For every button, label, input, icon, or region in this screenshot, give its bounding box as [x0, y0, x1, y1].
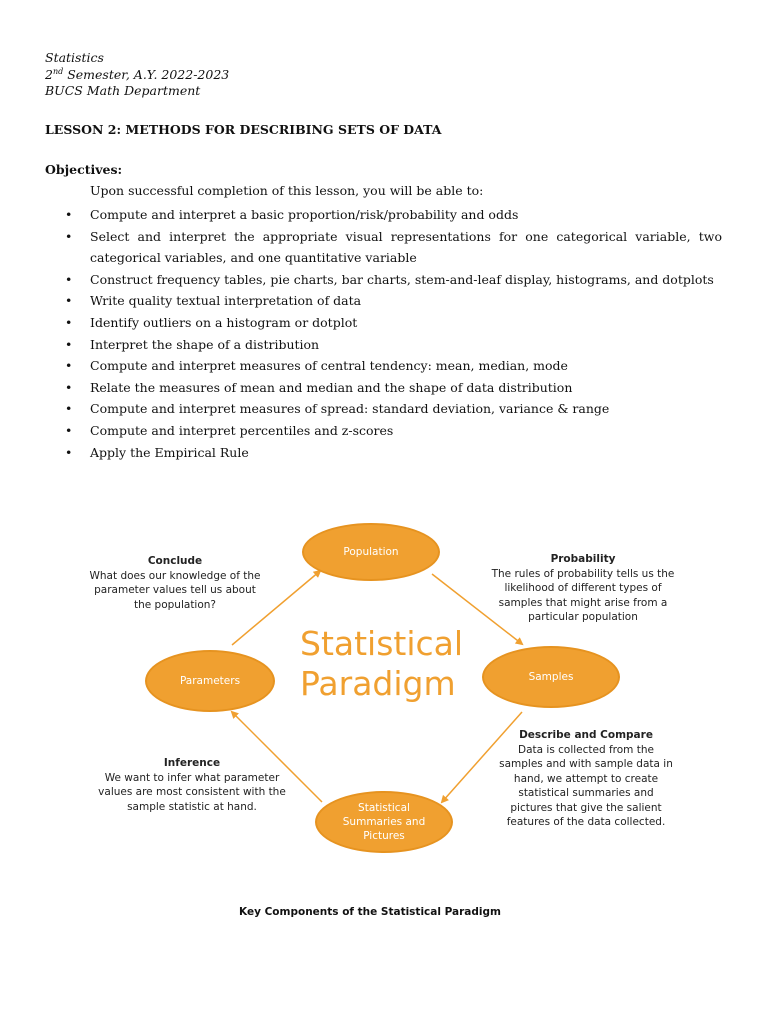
department-name: BUCS Math Department: [45, 83, 201, 98]
describe-text: Data is collected from the samples and with sample data in hand, we attempt to create statistical summaries and pictures that give the salient features of the data collected.: [499, 743, 673, 828]
objective-item: [45, 355, 722, 377]
objective-text: Compute and interpret measures of central tendency: mean, median, mode: [90, 358, 568, 374]
probability-title: Probability: [550, 553, 616, 565]
diagram-title-line1: Statistical: [300, 624, 464, 663]
describe-title: Describe and Compare: [519, 729, 653, 741]
bullet-icon: •: [65, 379, 73, 395]
objective-text: Write quality textual interpretation of data: [90, 293, 362, 309]
diagram-caption: Key Components of the Statistical Paradigm: [239, 906, 501, 918]
objective-item: [45, 377, 722, 399]
semester-text: Semester, A.Y. 2022-2023: [63, 66, 230, 82]
population-node: Population: [302, 523, 440, 581]
inference-title: Inference: [163, 757, 221, 769]
objective-item: [45, 442, 722, 464]
objective-item: [45, 420, 722, 442]
conclude-note: [85, 554, 265, 612]
conclude-text: What does our knowledge of the parameter values tell us about the population?: [89, 569, 261, 611]
objective-item: [45, 312, 722, 334]
objective-text: Select and interpret the appropriate visual representations for one categorical variable, two categorical variables, and one quantitative variable: [90, 228, 722, 266]
objective-text: Identify outliers on a histogram or dotplot: [90, 314, 358, 330]
statistical-paradigm-diagram: [0, 490, 768, 860]
objective-text: Apply the Empirical Rule: [90, 444, 249, 460]
objectives-list: [45, 204, 722, 463]
bullet-icon: •: [65, 207, 73, 222]
inference-text: We want to infer what parameter values are most consistent with the sample statistic at hand.: [98, 771, 286, 813]
objective-text: Construct frequency tables, pie charts, bar charts, stem-and-leaf display, histograms, and dotplots: [90, 271, 714, 287]
bullet-icon: •: [65, 293, 73, 309]
diagram-title-line2: Paradigm: [300, 664, 456, 703]
bullet-icon: •: [65, 228, 73, 244]
semester-ordinal-suffix: nd: [52, 66, 64, 76]
bullet-icon: •: [65, 358, 73, 374]
semester-line: [45, 67, 229, 84]
objective-item: [45, 226, 722, 269]
lesson-title: LESSON 2: METHODS FOR DESCRIBING SETS OF DATA: [45, 122, 442, 137]
conclude-title: Conclude: [147, 555, 203, 567]
objective-text: Compute and interpret measures of spread: standard deviation, variance & range: [90, 401, 610, 417]
diagram-title: [300, 624, 463, 704]
bullet-icon: •: [65, 314, 73, 330]
objective-text: Relate the measures of mean and median and the shape of data distribution: [90, 379, 573, 395]
objective-text: Compute and interpret percentiles and z-scores: [90, 422, 394, 438]
objective-text: Compute and interpret a basic proportion/risk/probability and odds: [90, 207, 519, 222]
bullet-icon: •: [65, 271, 73, 287]
describe-note: [498, 728, 674, 830]
objective-text: Interpret the shape of a distribution: [90, 336, 320, 352]
course-name: Statistics: [45, 50, 104, 65]
objectives-heading: Objectives:: [45, 162, 123, 177]
objective-item: [45, 398, 722, 420]
probability-note: [485, 552, 681, 625]
objective-item: [45, 269, 722, 291]
parameters-node: Parameters: [145, 650, 275, 712]
objective-item: [45, 334, 722, 356]
bullet-icon: •: [65, 336, 73, 352]
semester-number: 2: [45, 66, 53, 82]
objectives-intro: Upon successful completion of this lesson, you will be able to:: [90, 183, 484, 198]
bullet-icon: •: [65, 444, 73, 460]
probability-text: The rules of probability tells us the likelihood of different types of samples that might arise from a particular population: [491, 567, 675, 623]
objective-item: [45, 290, 722, 312]
bullet-icon: •: [65, 422, 73, 438]
summaries-node: Statistical Summaries and Pictures: [315, 791, 453, 853]
objective-item: [45, 204, 722, 226]
samples-node: Samples: [482, 646, 620, 708]
document-header: [45, 50, 229, 100]
inference-note: [98, 756, 286, 814]
bullet-icon: •: [65, 401, 73, 417]
